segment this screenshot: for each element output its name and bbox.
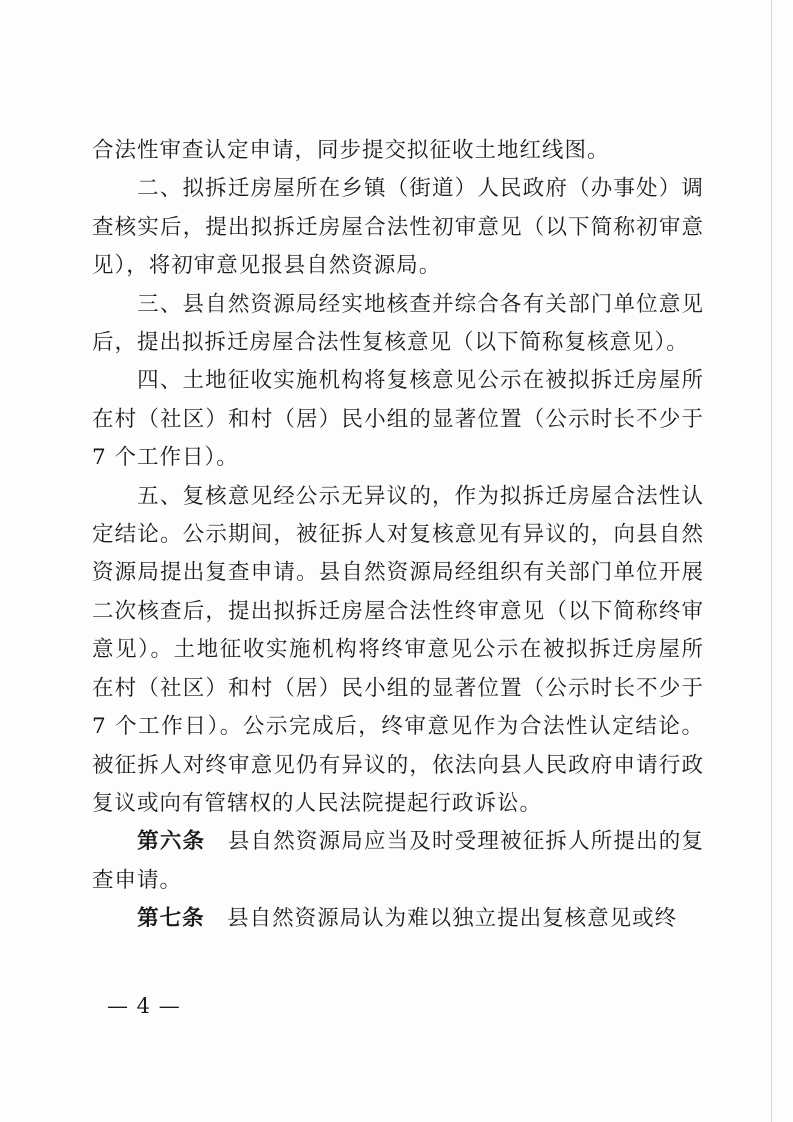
paragraph-text: 二、拟拆迁房屋所在乡镇（街道）人民政府（办事处）调查核实后，提出拟拆迁房屋合法性初审意见（以下简称初审意见），将初审意见报县自然资源局。 <box>92 176 704 279</box>
paragraph-item-5 <box>92 478 704 824</box>
article-6 <box>92 823 704 900</box>
article-7 <box>92 900 704 938</box>
article-text: 县自然资源局认为难以独立提出复核意见或终 <box>227 906 678 932</box>
paragraph-continuation <box>92 132 704 170</box>
paragraph-text: 四、土地征收实施机构将复核意见公示在被拟拆迁房屋所在村（社区）和村（居）民小组的显著位置（公示时长不少于 7 个工作日）。 <box>92 368 704 471</box>
paragraph-item-4 <box>92 362 704 477</box>
scan-edge-line <box>771 0 772 1122</box>
article-heading: 第六条 <box>137 829 206 855</box>
paragraph-text: 合法性审查认定申请，同步提交拟征收土地红线图。 <box>92 138 610 163</box>
article-heading: 第七条 <box>137 906 205 932</box>
paragraph-text: 三、县自然资源局经实地核查并综合各有关部门单位意见后，提出拟拆迁房屋合法性复核意见（以下简称复核意见）。 <box>92 291 704 356</box>
page-number: — 4 — <box>107 994 181 1018</box>
document-body <box>92 132 704 939</box>
paragraph-text: 五、复核意见经公示无异议的，作为拟拆迁房屋合法性认定结论。公示期间，被征拆人对复核意见有异议的，向县自然资源局提出复查申请。县自然资源局经组织有关部门单位开展二次核查后，提出拟拆迁房屋合法性终审意见（以下简称终审意见）。土地征收实施机构将终审意见公示在被拟拆迁房屋所在村（社区）和村（居）民小组的显著位置（公示时长不少于 7 个工作日）。公示完成后，终审意见作为合法性认定结论。被征拆人对终审意见仍有异议的，依法向县人民政府申请行政复议或向有管辖权的人民法院提起行政诉讼。 <box>92 483 704 816</box>
paragraph-item-2 <box>92 170 704 285</box>
paragraph-item-3 <box>92 286 704 363</box>
article-text: 县自然资源局应当及时受理被征拆人所提出的复查申请。 <box>92 829 704 893</box>
